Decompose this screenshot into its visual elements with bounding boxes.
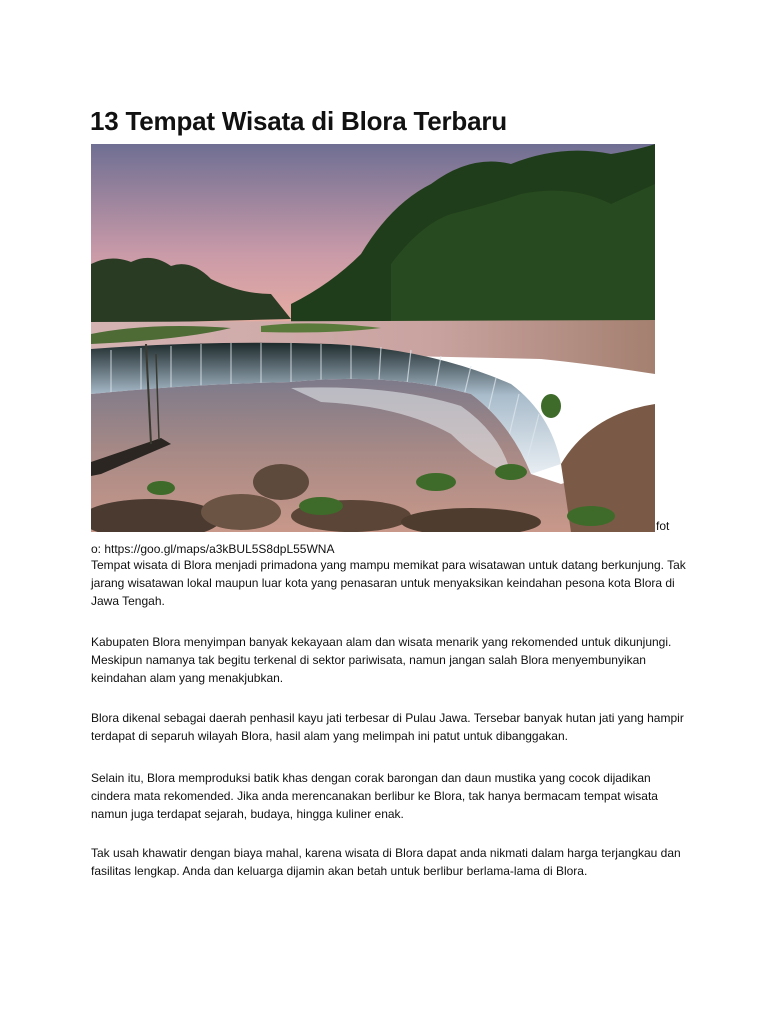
paragraph-3: Blora dikenal sebagai daerah penhasil kayu jati terbesar di Pulau Jawa. Tersebar banyak hutan jati yang hampir terdapat di separuh wilayah Blora, hasil alam yang melimpah ini patut untuk dibanggakan.	[91, 711, 684, 743]
article-title: 13 Tempat Wisata di Blora Terbaru	[90, 106, 507, 136]
waterfall-photo	[91, 144, 655, 532]
paragraph-4: Selain itu, Blora memproduksi batik khas dengan corak barongan dan daun mustika yang cocok dijadikan cindera mata rekomended. Jika anda merencanakan berlibur ke Blora, tak hanya bermacam tempat wisata namun juga terdapat sejarah, budaya, hingga kuliner enak.	[91, 771, 658, 821]
photo-caption-link: o: https://goo.gl/maps/a3kBUL5S8dpL55WNA	[91, 542, 335, 556]
paragraph-2: Kabupaten Blora menyimpan banyak kekayaan alam dan wisata menarik yang rekomended untuk dikunjungi. Meskipun namanya tak begitu terkenal di sektor pariwisata, namun jangan salah Blora menyembunyikan keindahan alam yang menakjubkan.	[91, 635, 672, 685]
paragraph-1: Tempat wisata di Blora menjadi primadona yang mampu memikat para wisatawan untuk datang berkunjung. Tak jarang wisatawan lokal maupun luar kota yang penasaran untuk menyaksikan keindahan pesona kota Blora di Jawa Tengah.	[91, 558, 686, 608]
photo-caption-tail: fot	[656, 519, 670, 533]
paragraph-5: Tak usah khawatir dengan biaya mahal, karena wisata di Blora dapat anda nikmati dalam harga terjangkau dan fasilitas lengkap. Anda dan keluarga dijamin akan betah untuk berlibur berlama-lama di Blora.	[91, 846, 681, 878]
